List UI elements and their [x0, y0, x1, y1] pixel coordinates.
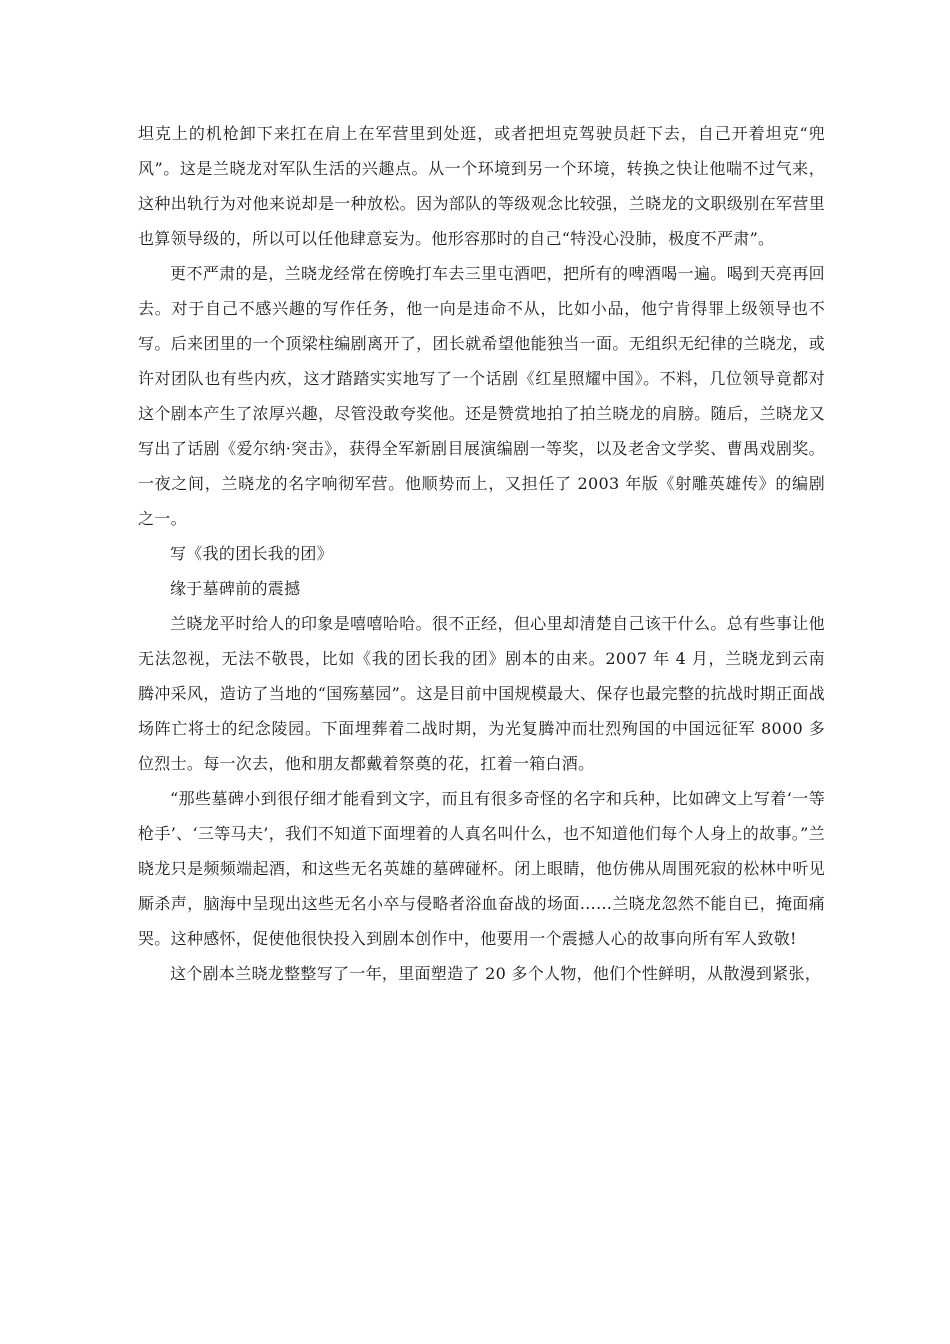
paragraph-3: 兰晓龙平时给人的印象是嘻嘻哈哈。很不正经，但心里却清楚自己该干什么。总有些事让他无法忽视，无法不敬畏，比如《我的团长我的团》剧本的由来。2007 年 4 月，兰晓龙到云南腾冲采风，造访了当地的“国殇墓园”。这是目前中国规模最大、保存也最完整的抗战时期正面战场阵亡将士的纪念陵园。下面埋葬着二战时期，为光复腾冲而壮烈殉国的中国远征军 8000 多位烈士。每一次去，他和朋友都戴着祭奠的花，扛着一箱白酒。 [138, 614, 825, 773]
paragraph-2: 更不严肃的是，兰晓龙经常在傍晚打车去三里屯酒吧，把所有的啤酒喝一遍。喝到天亮再回去。对于自己不感兴趣的写作任务，他一向是违命不从，比如小品，他宁肯得罪上级领导也不写。后来团里的一个顶梁柱编剧离开了，团长就希望他能独当一面。无组织无纪律的兰晓龙，或许对团队也有些内疚，这才踏踏实实地写了一个话剧《红星照耀中国》。不料，几位领导竟都对这个剧本产生了浓厚兴趣，尽管没敢夸奖他。还是赞赏地拍了拍兰晓龙的肩膀。随后，兰晓龙又写出了话剧《爱尔纳·突击》，获得全军新剧目展演编剧一等奖，以及老舍文学奖、曹禺戏剧奖。一夜之间，兰晓龙的名字响彻军营。他顺势而上，又担任了 2003 年版《射雕英雄传》的编剧之一。 [138, 264, 825, 528]
paragraph-4: “那些墓碑小到很仔细才能看到文字，而且有很多奇怪的名字和兵种，比如碑文上写着‘一等枪手’、‘三等马夫’，我们不知道下面埋着的人真名叫什么，也不知道他们每个人身上的故事。”兰晓龙只是频频端起酒，和这些无名英雄的墓碑碰杯。闭上眼睛，他仿佛从周围死寂的松林中听见厮杀声，脑海中呈现出这些无名小卒与侵略者浴血奋战的场面……兰晓龙忽然不能自已，掩面痛哭。这种感怀，促使他很快投入到剧本创作中，他要用一个震撼人心的故事向所有军人致敬! [138, 789, 825, 948]
section-heading-line-2: 缘于墓碑前的震撼 [170, 579, 301, 598]
paragraph-5: 这个剧本兰晓龙整整写了一年，里面塑造了 20 多个人物，他们个性鲜明，从散漫到紧张， [170, 964, 822, 983]
paragraph-1: 坦克上的机枪卸下来扛在肩上在军营里到处逛，或者把坦克驾驶员赶下去，自己开着坦克“兜风”。这是兰晓龙对军队生活的兴趣点。从一个环境到另一个环境，转换之快让他喘不过气来，这种出轨行为对他来说却是一种放松。因为部队的等级观念比较强，兰晓龙的文职级别在军营里也算领导级的，所以可以任他肆意妄为。他形容那时的自己“特没心没肺，极度不严肃”。 [138, 124, 825, 248]
article-body [138, 116, 825, 991]
section-heading-line-1: 写《我的团长我的团》 [170, 544, 334, 563]
